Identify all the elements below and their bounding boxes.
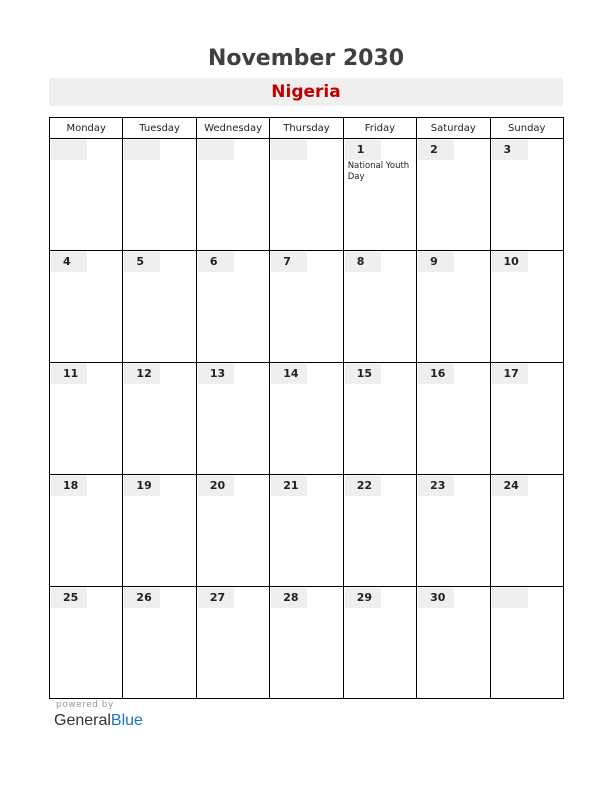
day-number: 10: [492, 252, 528, 272]
day-cell: [490, 251, 563, 363]
weekday-monday: Monday: [50, 118, 123, 139]
day-number: 23: [418, 476, 454, 496]
day-number: 11: [51, 364, 87, 384]
weekday-header-row: [50, 118, 564, 139]
day-cell: [123, 139, 196, 251]
day-number: 4: [51, 252, 87, 272]
week-row: [50, 363, 564, 475]
day-number: 22: [345, 476, 381, 496]
day-cell: [123, 251, 196, 363]
day-number: 24: [492, 476, 528, 496]
day-cell: [50, 251, 123, 363]
day-cell: [270, 139, 343, 251]
calendar-title: November 2030: [207, 46, 405, 71]
holiday-label: National Youth Day: [347, 161, 410, 182]
day-number: 15: [345, 364, 381, 384]
day-cell: [417, 475, 490, 587]
day-number: [51, 140, 87, 160]
day-number: 20: [198, 476, 234, 496]
day-cell: [417, 363, 490, 475]
day-number: 7: [271, 252, 307, 272]
logo-blue-text: Blue: [110, 712, 143, 729]
day-cell: [196, 139, 269, 251]
day-cell: [417, 139, 490, 251]
day-cell: [50, 139, 123, 251]
day-cell: [490, 587, 563, 699]
day-number: 6: [198, 252, 234, 272]
day-cell: [196, 475, 269, 587]
powered-by-text: powered by: [56, 700, 114, 710]
day-cell: [490, 139, 563, 251]
day-number: 1: [345, 140, 381, 160]
day-number: 8: [345, 252, 381, 272]
weekday-saturday: Saturday: [417, 118, 490, 139]
weekday-tuesday: Tuesday: [123, 118, 196, 139]
day-number: 17: [492, 364, 528, 384]
day-number: [198, 140, 234, 160]
day-cell: [343, 475, 416, 587]
day-cell: [123, 475, 196, 587]
day-cell: [343, 251, 416, 363]
day-number: 2: [418, 140, 454, 160]
day-cell: [343, 587, 416, 699]
week-row: [50, 139, 564, 251]
day-number: [124, 140, 160, 160]
day-number: [271, 140, 307, 160]
week-row: [50, 251, 564, 363]
day-cell: [196, 251, 269, 363]
week-row: [50, 587, 564, 699]
day-cell: [50, 587, 123, 699]
day-number: 27: [198, 588, 234, 608]
calendar-grid: [49, 117, 564, 699]
day-cell: [343, 139, 416, 251]
day-cell: [417, 587, 490, 699]
day-cell: [196, 587, 269, 699]
day-number: 12: [124, 364, 160, 384]
country-banner: [49, 78, 563, 106]
day-number: 29: [345, 588, 381, 608]
day-number: 28: [271, 588, 307, 608]
logo-general-text: General: [54, 712, 111, 729]
day-cell: [270, 587, 343, 699]
day-number: 21: [271, 476, 307, 496]
day-cell: [50, 363, 123, 475]
weekday-friday: Friday: [343, 118, 416, 139]
day-number: 16: [418, 364, 454, 384]
weekday-thursday: Thursday: [270, 118, 343, 139]
day-number: [492, 588, 528, 608]
day-cell: [270, 475, 343, 587]
day-cell: [123, 363, 196, 475]
day-number: 25: [51, 588, 87, 608]
day-cell: [123, 587, 196, 699]
day-number: 26: [124, 588, 160, 608]
week-row: [50, 475, 564, 587]
day-cell: [196, 363, 269, 475]
weekday-wednesday: Wednesday: [196, 118, 269, 139]
day-number: 14: [271, 364, 307, 384]
day-cell: [417, 251, 490, 363]
day-number: 13: [198, 364, 234, 384]
country-name: Nigeria: [271, 82, 341, 102]
day-number: 19: [124, 476, 160, 496]
day-number: 18: [51, 476, 87, 496]
day-number: 5: [124, 252, 160, 272]
day-cell: [343, 363, 416, 475]
day-cell: [50, 475, 123, 587]
day-number: 30: [418, 588, 454, 608]
generalblue-logo[interactable]: [54, 712, 143, 730]
day-cell: [490, 363, 563, 475]
day-number: 3: [492, 140, 528, 160]
day-cell: [270, 363, 343, 475]
weekday-sunday: Sunday: [490, 118, 563, 139]
day-cell: [490, 475, 563, 587]
day-cell: [270, 251, 343, 363]
day-number: 9: [418, 252, 454, 272]
